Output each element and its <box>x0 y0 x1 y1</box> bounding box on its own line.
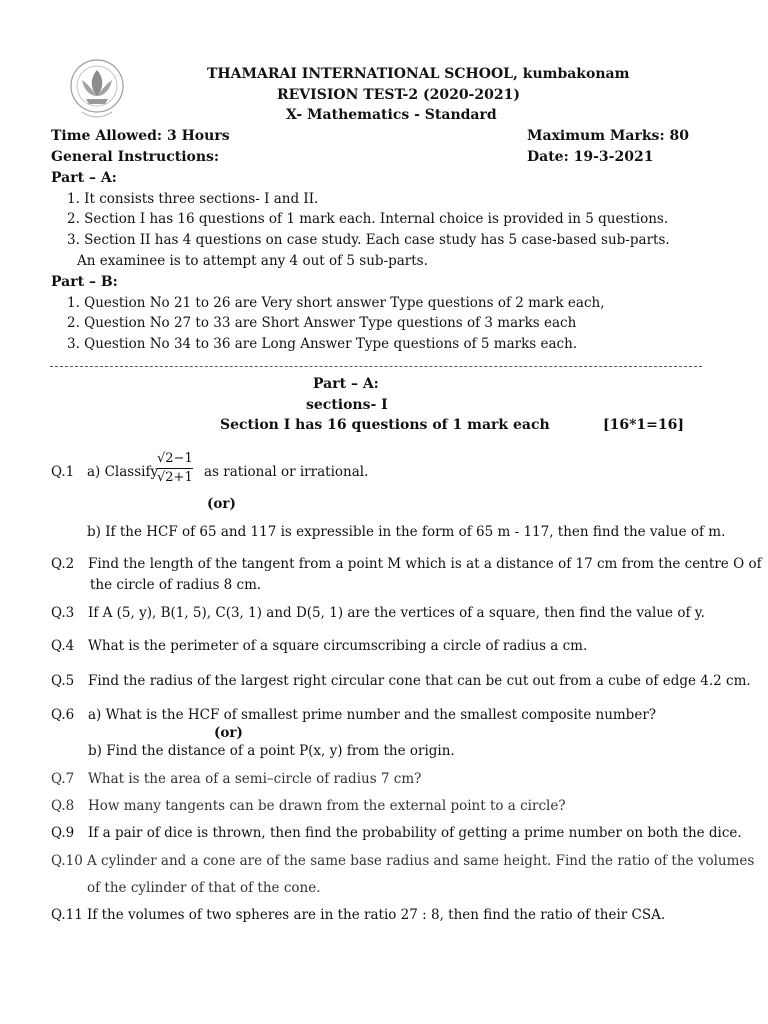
part-b-item: 3. Question No 34 to 36 are Long Answer Type questions of 5 marks each. <box>67 336 578 352</box>
question-number: Q.2 <box>51 556 75 572</box>
or-separator: (or) <box>207 496 236 512</box>
question-number: Q.7 <box>51 771 75 787</box>
section-part-title: Part – A: <box>313 376 379 392</box>
time-allowed: Time Allowed: 3 Hours <box>51 128 230 144</box>
maximum-marks: Maximum Marks: 80 <box>527 128 689 144</box>
section-name: sections- I <box>306 397 388 413</box>
q1-part-b: b) If the HCF of 65 and 117 is expressible in the form of 65 m - 117, then find the value of m. <box>87 524 726 540</box>
question-text: Find the length of the tangent from a point M which is at a distance of 17 cm from the centre O of <box>88 556 762 572</box>
part-b-item: 1. Question No 21 to 26 are Very short answer Type questions of 2 mark each, <box>67 295 605 311</box>
fraction-bar <box>157 468 193 469</box>
question-text: A cylinder and a cone are of the same base radius and same height. Find the ratio of the volumes <box>87 853 755 869</box>
question-text: If A (5, y), B(1, 5), C(3, 1) and D(5, 1) are the vertices of a square, then find the value of y. <box>88 605 705 621</box>
question-text: the circle of radius 8 cm. <box>90 577 262 593</box>
question-text: If the volumes of two spheres are in the ratio 27 : 8, then find the ratio of their CSA. <box>87 907 666 923</box>
test-title: REVISION TEST-2 (2020-2021) <box>277 87 520 103</box>
section-divider <box>50 366 702 367</box>
question-number: Q.6 <box>51 707 75 723</box>
q6-part-b: b) Find the distance of a point P(x, y) from the origin. <box>88 743 455 759</box>
q6-part-a: a) What is the HCF of smallest prime number and the smallest composite number? <box>88 707 657 723</box>
question-number: Q.1 <box>51 464 75 480</box>
question-number: Q.11 <box>51 907 83 923</box>
question-text: What is the perimeter of a square circumscribing a circle of radius a cm. <box>88 638 588 654</box>
part-a-item: 3. Section II has 4 questions on case study. Each case study has 5 case-based sub-parts. <box>67 232 670 248</box>
or-separator: (or) <box>214 725 243 741</box>
school-name: THAMARAI INTERNATIONAL SCHOOL, kumbakonam <box>207 66 630 82</box>
fraction-numerator: √2−1 <box>157 451 193 466</box>
question-number: Q.3 <box>51 605 75 621</box>
q1-fraction <box>157 452 193 485</box>
subject-title: X- Mathematics - Standard <box>286 107 497 123</box>
fraction-denominator: √2+1 <box>157 470 193 485</box>
question-number: Q.5 <box>51 673 75 689</box>
part-a-item: 2. Section I has 16 questions of 1 mark each. Internal choice is provided in 5 questions. <box>67 211 669 227</box>
question-text: How many tangents can be drawn from the external point to a circle? <box>88 798 566 814</box>
school-logo-icon <box>68 56 126 122</box>
question-number: Q.8 <box>51 798 75 814</box>
general-instructions-heading: General Instructions: <box>51 149 220 165</box>
section-description: Section I has 16 questions of 1 mark each <box>220 417 550 433</box>
question-number: Q.10 <box>51 853 83 869</box>
exam-date: Date: 19-3-2021 <box>527 149 654 165</box>
part-a-item: An examinee is to attempt any 4 out of 5 sub-parts. <box>77 253 428 269</box>
part-b-heading: Part – B: <box>51 274 118 290</box>
question-text: What is the area of a semi–circle of radius 7 cm? <box>88 771 422 787</box>
question-number: Q.9 <box>51 825 75 841</box>
question-number: Q.4 <box>51 638 75 654</box>
part-a-heading: Part – A: <box>51 170 117 186</box>
question-text: If a pair of dice is thrown, then find the probability of getting a prime number on both the dice. <box>88 825 742 841</box>
part-b-item: 2. Question No 27 to 33 are Short Answer Type questions of 3 marks each <box>67 315 577 331</box>
q1-part-a-suffix: as rational or irrational. <box>204 464 369 480</box>
question-text: Find the radius of the largest right circular cone that can be cut out from a cube of edge 4.2 cm. <box>88 673 751 689</box>
question-text: of the cylinder of that of the cone. <box>87 880 321 896</box>
part-a-item: 1. It consists three sections- I and II. <box>67 191 319 207</box>
q1-part-a-prefix: a) Classify <box>87 464 159 480</box>
section-marks: [16*1=16] <box>603 417 685 433</box>
